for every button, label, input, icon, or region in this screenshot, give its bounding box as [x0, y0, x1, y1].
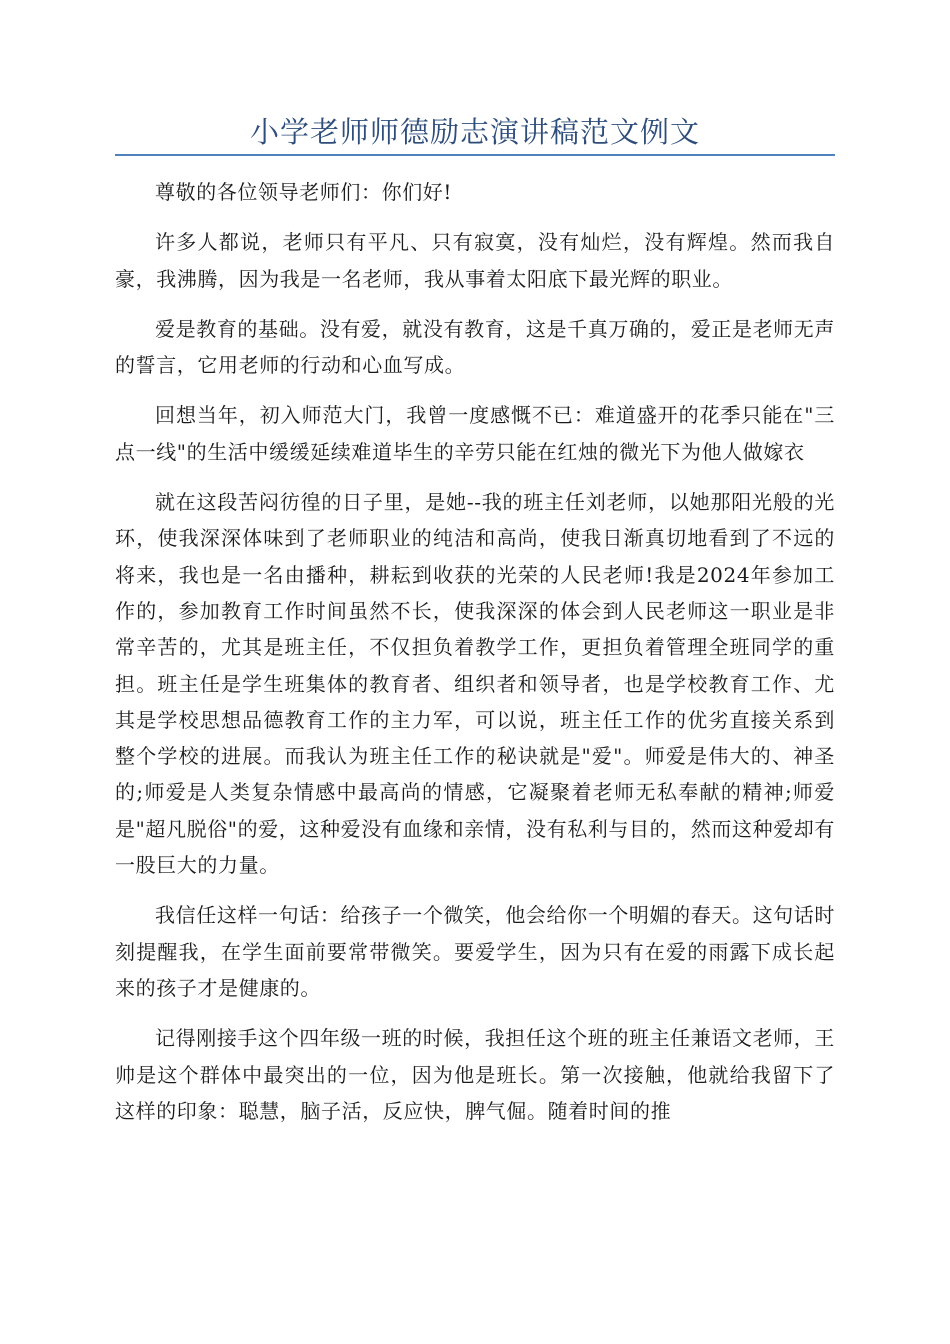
- paragraph: 爱是教育的基础。没有爱，就没有教育，这是千真万确的，爱正是老师无声的誓言，它用老师的行动和心血写成。: [115, 316, 835, 378]
- paragraph: 我信任这样一句话：给孩子一个微笑，他会给你一个明媚的春天。这句话时刻提醒我，在学生面前要常带微笑。要爱学生，因为只有在爱的雨露下成长起来的孩子才是健康的。: [115, 903, 835, 1000]
- document-body: [115, 174, 835, 1143]
- paragraph: 记得刚接手这个四年级一班的时候，我担任这个班的班主任兼语文老师，王帅是这个群体中最突出的一位，因为他是班长。第一次接触，他就给我留下了这样的印象：聪慧，脑子活，反应快，脾气倔。随着时间的推: [115, 1026, 835, 1123]
- paragraph: 回想当年，初入师范大门，我曾一度感慨不已：难道盛开的花季只能在"三点一线"的生活中缓缓延续难道毕生的辛劳只能在红烛的微光下为他人做嫁衣: [115, 403, 835, 464]
- paragraph: 就在这段苦闷彷徨的日子里，是她--我的班主任刘老师，以她那阳光般的光环，使我深深体味到了老师职业的纯洁和高尚，使我日渐真切地看到了不远的将来，我也是一名由播种，耕耘到收获的光荣的人民老师!我是2024年参加工作的，参加教育工作时间虽然不长，使我深深的体会到人民老师这一职业是非常辛苦的，尤其是班主任，不仅担负着教学工作，更担负着管理全班同学的重担。班主任是学生班集体的教育者、组织者和领导者，也是学校教育工作、尤其是学校思想品德教育工作的主力军，可以说，班主任工作的优劣直接关系到整个学校的进展。而我认为班主任工作的秘诀就是"爱"。师爱是伟大的、神圣的;师爱是人类复杂情感中最高尚的情感，它凝聚着老师无私奉献的精神;师爱是"超凡脱俗"的爱，这种爱没有血缘和亲情，没有私利与目的，然而这种爱却有一股巨大的力量。: [115, 490, 835, 878]
- paragraph-greeting: 尊敬的各位领导老师们：你们好!: [155, 180, 453, 204]
- document-title: 小学老师师德励志演讲稿范文例文: [249, 115, 700, 149]
- title-underline: [115, 154, 835, 156]
- paragraph: 许多人都说，老师只有平凡、只有寂寞，没有灿烂，没有辉煌。然而我自豪，我沸腾，因为我是一名老师，我从事着太阳底下最光辉的职业。: [115, 230, 835, 291]
